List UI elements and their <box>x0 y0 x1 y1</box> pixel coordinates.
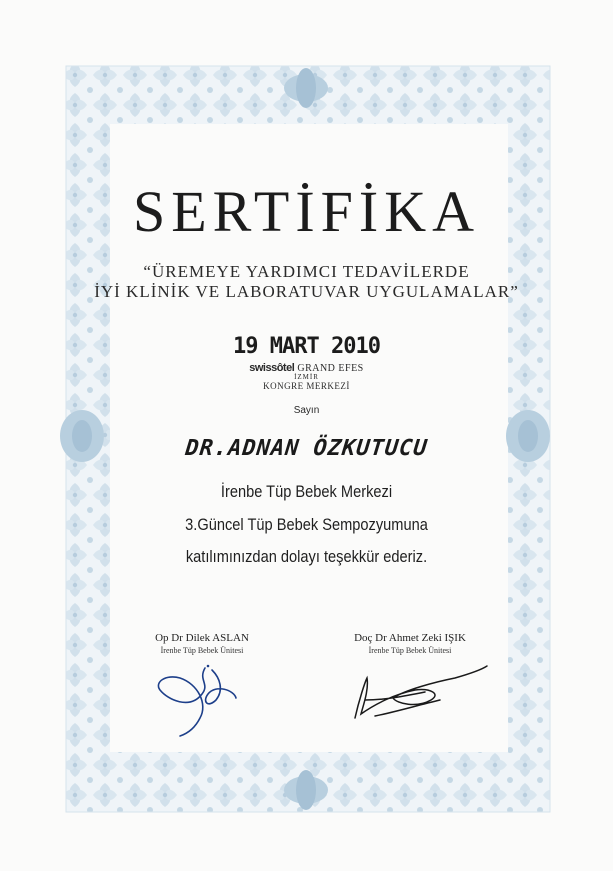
body-line-2: 3.Güncel Tüp Bebek Sempozyumuna <box>185 515 428 534</box>
venue-brand: swissôtel <box>249 362 295 374</box>
signature-right <box>345 660 495 730</box>
salutation: Sayın <box>293 405 320 416</box>
venue-hotel: GRAND EFES <box>297 363 364 374</box>
signature-left <box>150 660 250 740</box>
body-line-3: katılımınızdan dolayı teşekkür ederiz. <box>185 547 428 566</box>
body-line-1: İrenbe Tüp Bebek Merkezi <box>220 482 393 501</box>
recipient-name: DR.ADNAN ÖZKUTUCU <box>184 436 429 461</box>
venue-city: İZMİR <box>294 373 319 381</box>
signatory-left-unit: İrenbe Tüp Bebek Ünitesi <box>160 646 244 655</box>
event-date: 19 MART 2010 <box>233 334 380 359</box>
signatory-right-name: Doç Dr Ahmet Zeki IŞIK <box>354 632 466 644</box>
certificate-title: SERTİFİKA <box>133 179 480 244</box>
signatory-left-name: Op Dr Dilek ASLAN <box>155 632 249 644</box>
venue-center: KONGRE MERKEZİ <box>263 381 350 391</box>
event-title-line-1: “ÜREMEYE YARDIMCI TEDAVİLERDE <box>143 262 470 281</box>
event-title-line-2: İYİ KLİNİK VE LABORATUVAR UYGULAMALAR” <box>94 282 519 301</box>
signatory-right-unit: İrenbe Tüp Bebek Ünitesi <box>368 646 452 655</box>
